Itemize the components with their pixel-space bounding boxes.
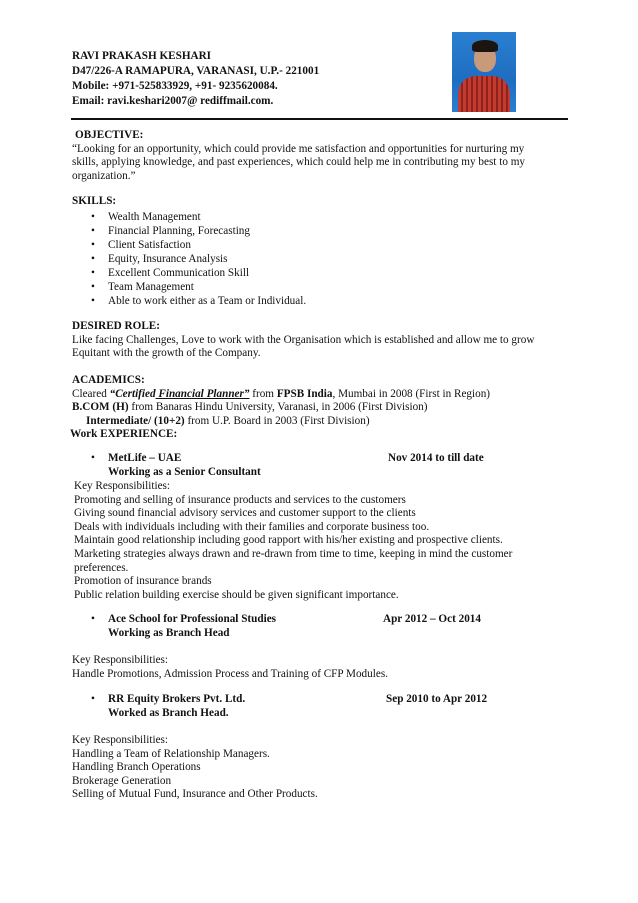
skills-section xyxy=(72,195,572,308)
job-header xyxy=(72,693,572,721)
job-responsibilities: Key Responsibilities: Handle Promotions, Admission Process and Training of CFP Modules. xyxy=(72,654,388,680)
company-name: RR Equity Brokers Pvt. Ltd. xyxy=(108,693,246,705)
objective-heading: OBJECTIVE: xyxy=(75,129,144,141)
candidate-name: RAVI PRAKASH KESHARI xyxy=(72,50,212,62)
bullet: • xyxy=(91,693,95,705)
bullet: • xyxy=(91,280,95,293)
job-dates: Nov 2014 to till date xyxy=(388,452,484,464)
job-responsibilities: Key Responsibilities: Promoting and selling of insurance products and services to the customers Giving sound financial advisory services and customer support to the clients Deals with individuals including with their families and corporate business too. Maintain good relationship including good rapport with his/her existing and prospective clients. Marketing strategies always drawn and re-drawn from time to time, keeping in mind the customer preferences. Promotion of insurance brands Public relation building exercise should be given significant importance. xyxy=(74,480,513,601)
desired-role-line: Equitant with the growth of the Company. xyxy=(72,347,261,360)
list-item: • Excellent Communication Skill xyxy=(91,266,250,279)
bullet: • xyxy=(91,224,95,237)
bullet: • xyxy=(91,252,95,265)
academics-cfp: Cleared “Certified Financial Planner” from FPSB India, Mumbai in 2008 (First in Region) xyxy=(72,387,491,400)
skills-list xyxy=(72,210,572,308)
mobile: Mobile: +971-525833929, +91- 9235620084. xyxy=(72,80,278,92)
job-rr-equity xyxy=(72,693,572,802)
job-role: Working as a Senior Consultant xyxy=(108,466,261,478)
contact-header xyxy=(72,49,432,109)
email: Email: ravi.keshari2007@ rediffmail.com. xyxy=(72,95,274,107)
academics-section xyxy=(72,374,572,442)
bullet: • xyxy=(91,452,95,464)
skills-heading: SKILLS: xyxy=(72,195,117,207)
list-item: • Client Satisfaction xyxy=(91,238,191,251)
job-role: Worked as Branch Head. xyxy=(108,707,229,719)
job-ace-school xyxy=(72,613,572,681)
profile-photo xyxy=(452,32,516,112)
bullet: • xyxy=(91,266,95,279)
photo-shirt xyxy=(458,76,510,112)
desired-role-line: Like facing Challenges, Love to work with the Organisation which is established and allow me to grow xyxy=(72,333,535,346)
job-role: Working as Branch Head xyxy=(108,627,230,639)
job-metlife xyxy=(72,452,572,602)
job-dates: Sep 2010 to Apr 2012 xyxy=(386,693,488,705)
job-responsibilities: Key Responsibilities: Handling a Team of Relationship Managers. Handling Branch Operations Brokerage Generation Selling of Mutual Fund, Insurance and Other Products. xyxy=(72,734,318,801)
address: D47/226-A RAMAPURA, VARANASI, U.P.- 221001 xyxy=(72,65,320,77)
photo-hair xyxy=(472,40,498,52)
academics-bcom: B.COM (H) from Banaras Hindu University, Varanasi, in 2006 (First Division) xyxy=(72,401,428,414)
bullet: • xyxy=(91,238,95,251)
desired-role-heading: DESIRED ROLE: xyxy=(72,320,160,332)
academics-intermediate: Intermediate/ (10+2) from U.P. Board in 2003 (First Division) xyxy=(86,414,370,427)
work-experience-heading: Work EXPERIENCE: xyxy=(70,428,178,441)
company-name: MetLife – UAE xyxy=(108,452,182,464)
objective-section xyxy=(72,129,572,183)
job-header xyxy=(72,613,572,641)
bullet: • xyxy=(91,294,95,307)
desired-role-section xyxy=(72,320,572,361)
list-item: • Wealth Management xyxy=(91,210,201,223)
list-item: • Able to work either as a Team or Individual. xyxy=(91,294,307,307)
objective-line: organization.” xyxy=(72,169,136,182)
bullet: • xyxy=(91,210,95,223)
list-item: • Team Management xyxy=(91,280,194,293)
list-item: • Financial Planning, Forecasting xyxy=(91,224,250,237)
objective-line: skills, applying knowledge, and past experiences, which could help me in contributing my best to my xyxy=(72,156,526,169)
job-dates: Apr 2012 – Oct 2014 xyxy=(383,613,481,625)
job-header xyxy=(72,452,572,480)
list-item: • Equity, Insurance Analysis xyxy=(91,252,228,265)
academics-heading: ACADEMICS: xyxy=(72,374,145,386)
company-name: Ace School for Professional Studies xyxy=(108,613,277,625)
bullet: • xyxy=(91,613,95,625)
header-divider xyxy=(71,118,568,120)
objective-line: “Looking for an opportunity, which could provide me satisfaction and opportunities for nurturing my xyxy=(72,142,525,155)
